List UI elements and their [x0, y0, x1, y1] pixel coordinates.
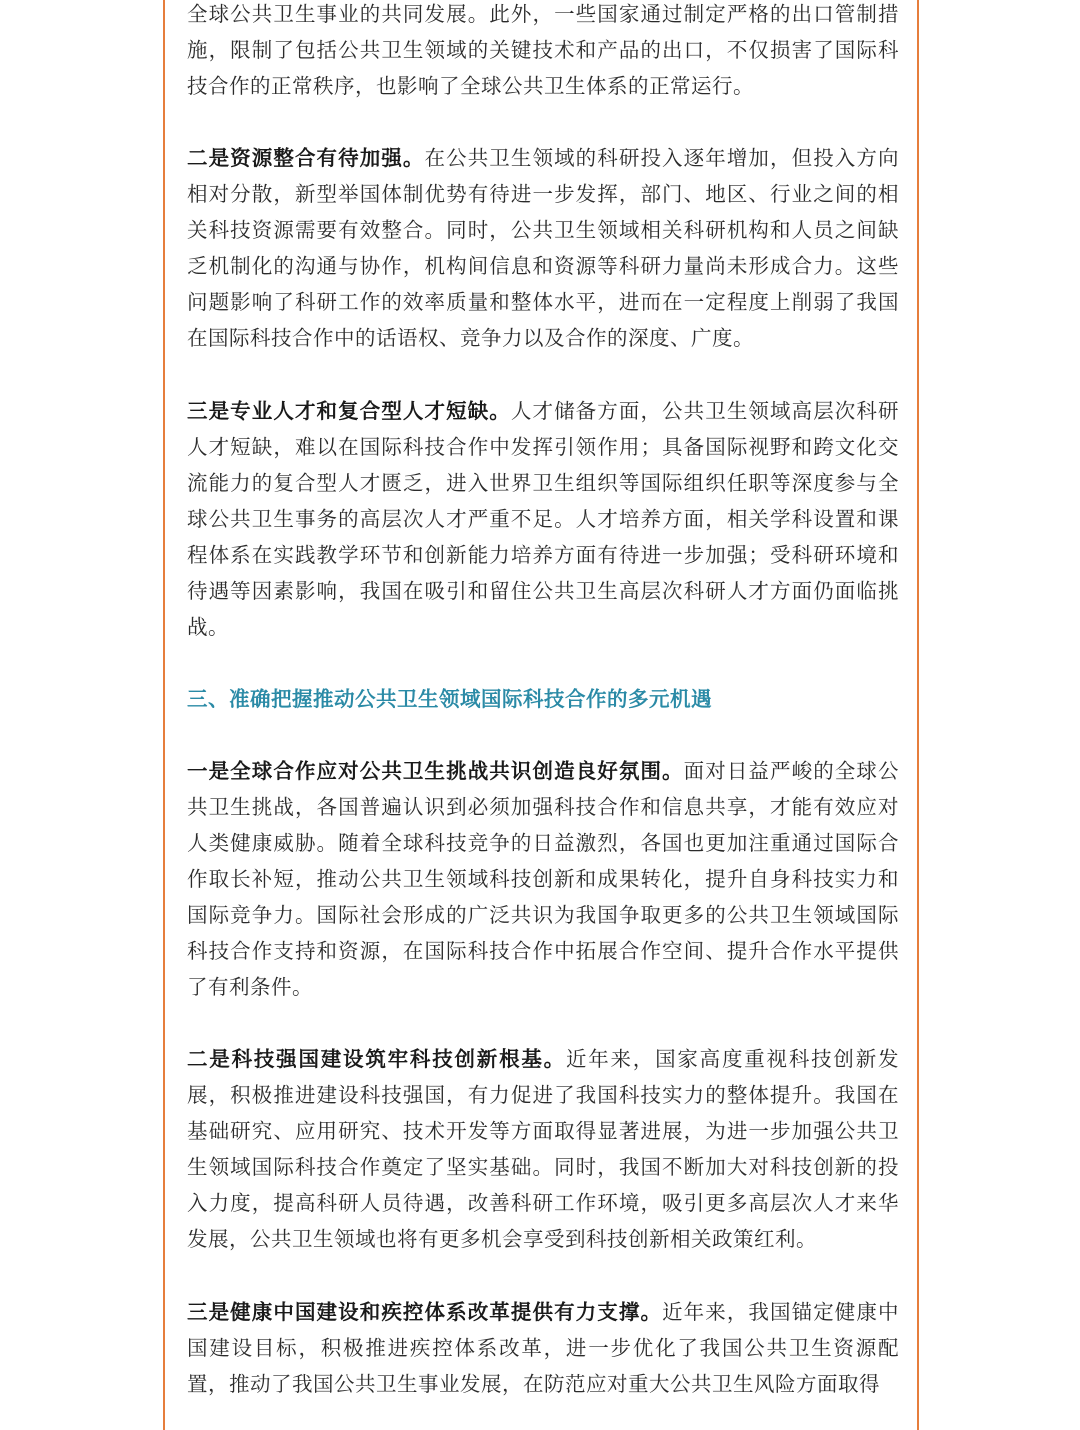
opportunity-healthy-china — [187, 1294, 899, 1402]
intro-paragraph — [187, 0, 899, 104]
challenge-resource-integration-body: 在公共卫生领域的科研投入逐年增加，但投入方向相对分散，新型举国体制优势有待进一步发挥，部门、地区、行业之间的相关科技资源需要有效整合。同时，公共卫生领域相关科研机构和人员之间缺乏机制化的沟通与协作，机构间信息和资源等科研力量尚未形成合力。这些问题影响了科研工作的效率质量和整体水平，进而在一定程度上削弱了我国在国际科技合作中的话语权、竞争力以及合作的深度、广度。 — [187, 146, 899, 350]
opportunity-global-consensus-lead: 一是全球合作应对公共卫生挑战共识创造良好氛围。 — [187, 759, 684, 783]
opportunity-tech-power-lead: 二是科技强国建设筑牢科技创新根基。 — [187, 1047, 566, 1071]
challenge-resource-integration — [187, 140, 899, 356]
challenge-talent-shortage — [187, 393, 899, 645]
opportunity-global-consensus-body: 面对日益严峻的全球公共卫生挑战，各国普遍认识到必须加强科技合作和信息共享，才能有效应对人类健康威胁。随着全球科技竞争的日益激烈，各国也更加注重通过国际合作取长补短，推动公共卫生领域科技创新和成果转化，提升自身科技实力和国际竞争力。国际社会形成的广泛共识为我国争取更多的公共卫生领域国际科技合作支持和资源，在国际科技合作中拓展合作空间、提升合作水平提供了有利条件。 — [187, 759, 899, 999]
opportunity-healthy-china-lead: 三是健康中国建设和疾控体系改革提供有力支撑。 — [187, 1300, 663, 1324]
opportunity-tech-power — [187, 1041, 899, 1257]
challenge-talent-shortage-body: 人才储备方面，公共卫生领域高层次科研人才短缺，难以在国际科技合作中发挥引领作用；具备国际视野和跨文化交流能力的复合型人才匮乏，进入世界卫生组织等国际组织任职等深度参与全球公共卫生事务的高层次人才严重不足。人才培养方面，相关学科设置和课程体系在实践教学环节和创新能力培养方面有待进一步加强；受科研环境和待遇等因素影响，我国在吸引和留住公共卫生高层次科研人才方面仍面临挑战。 — [187, 399, 899, 639]
opportunity-healthy-china-body: 近年来，我国锚定健康中国建设目标，积极推进疾控体系改革，进一步优化了我国公共卫生资源配置，推动了我国公共卫生事业发展，在防范应对重大公共卫生风险方面取得 — [187, 1300, 899, 1396]
challenge-resource-integration-lead: 二是资源整合有待加强。 — [187, 146, 425, 170]
opportunity-tech-power-body: 近年来，国家高度重视科技创新发展，积极推进建设科技强国，有力促进了我国科技实力的整体提升。我国在基础研究、应用研究、技术开发等方面取得显著进展，为进一步加强公共卫生领域国际科技合作奠定了坚实基础。同时，我国不断加大对科技创新的投入力度，提高科研人员待遇，改善科研工作环境，吸引更多高层次人才来华发展，公共卫生领域也将有更多机会享受到科技创新相关政策红利。 — [187, 1047, 900, 1251]
section-heading-opportunities: 三、准确把握推动公共卫生领域国际科技合作的多元机遇 — [187, 687, 712, 711]
challenge-talent-shortage-lead: 三是专业人才和复合型人才短缺。 — [187, 399, 511, 423]
intro-paragraph-text: 全球公共卫生事业的共同发展。此外，一些国家通过制定严格的出口管制措施，限制了包括公共卫生领域的关键技术和产品的出口，不仅损害了国际科技合作的正常秩序，也影响了全球公共卫生体系的正常运行。 — [187, 2, 899, 98]
opportunity-global-consensus — [187, 753, 899, 1005]
